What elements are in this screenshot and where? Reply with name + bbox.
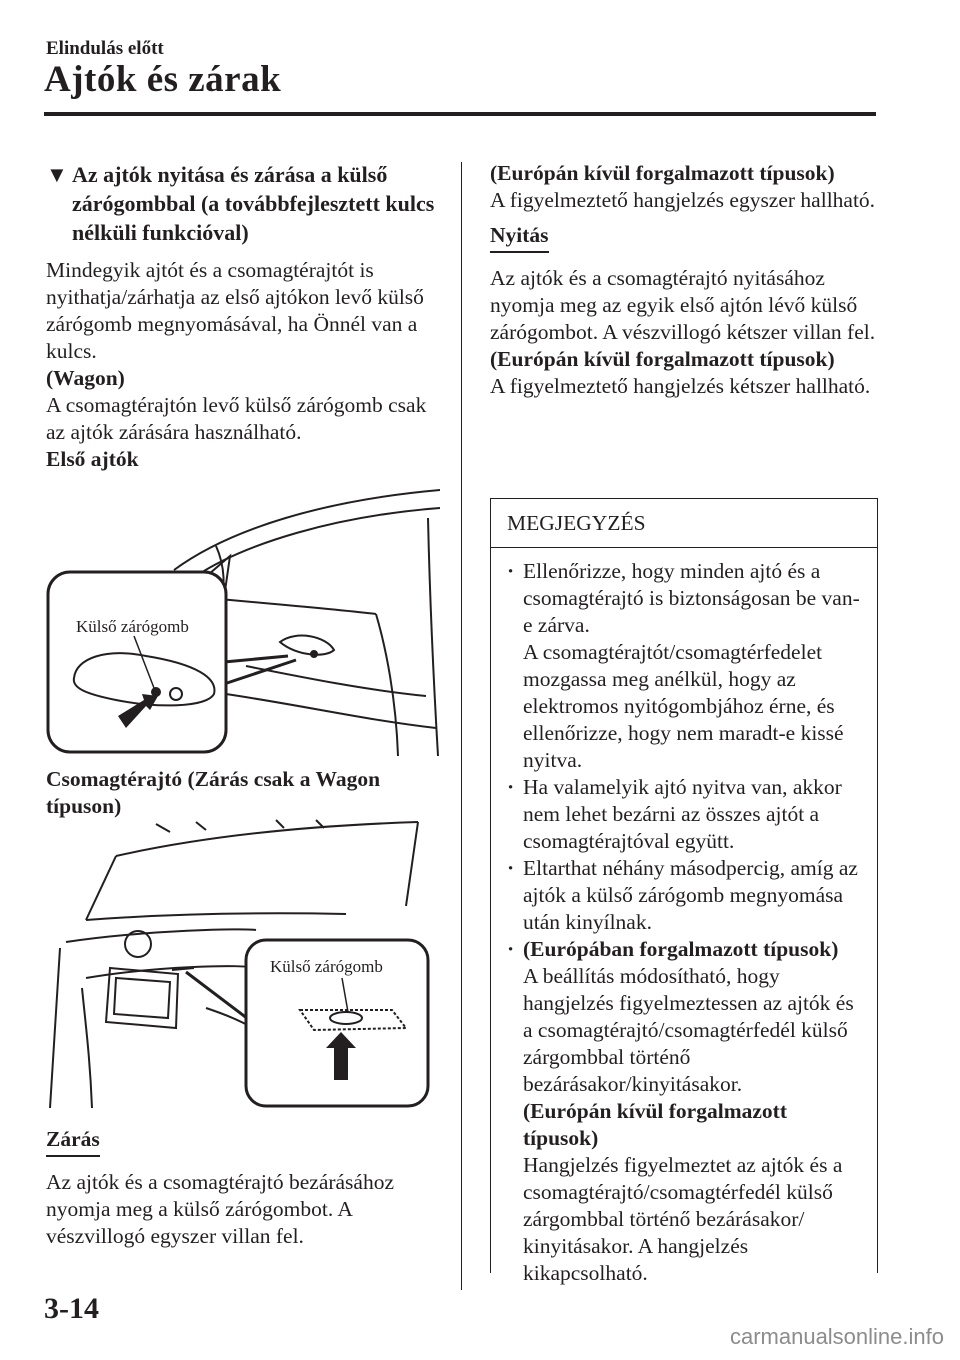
europe-label: · (Európában forgalmazott típusok)	[523, 937, 839, 961]
note-item-text: · Ha valamelyik ajtó nyitva van, akkor nem lehet bezárni az összes ajtót a csomagtérajtóval együtt.	[523, 775, 842, 853]
note-item	[507, 558, 865, 774]
section-title: Ajtók és zárak	[44, 59, 282, 100]
running-head: Elindulás előtt	[46, 38, 164, 59]
intro-paragraph: Mindegyik ajtót és a csomagtérajtót is nyithatja/zárhatja az első ajtókon levő külső zárógomb megnyomásával, ha Önnél van a kulcs.	[46, 258, 424, 363]
wagon-label: (Wagon)	[46, 366, 125, 390]
subsection-heading	[46, 160, 438, 247]
triangle-marker-icon: ▼	[46, 162, 68, 187]
liftgate-figure	[46, 818, 440, 1108]
column-divider	[461, 162, 462, 1290]
note-box	[490, 498, 878, 1285]
front-doors-label: Első ajtók	[46, 447, 139, 471]
liftgate-callout: Külső zárógomb	[270, 957, 383, 976]
liftgate-label-block	[46, 766, 438, 820]
title-rule	[44, 112, 876, 116]
outside-europe-label-1: (Európán kívül forgalmazott típusok)	[490, 161, 835, 185]
double-beep-paragraph: A figyelmeztető hangjelzés kétszer hallható.	[490, 374, 871, 398]
outside-europe-label-3: (Európán kívül forgalmazott típusok)	[523, 1099, 787, 1150]
note-item-text: · Ellenőrizze, hogy minden ajtó és a csomagtérajtó is biztonságosan be van-e zárva.	[523, 559, 860, 637]
right-column	[490, 160, 876, 400]
note-item	[507, 774, 865, 855]
single-beep-paragraph: A figyelmeztető hangjelzés egyszer hallható.	[490, 188, 876, 212]
watermark: carmanualsonline.info	[729, 1324, 944, 1349]
front-door-callout: Külső zárógomb	[76, 617, 189, 636]
unlocking-paragraph: Az ajtók és a csomagtérajtó nyitásához nyomja meg az egyik első ajtón lévő külső zárógombot. A vészvillogó kétszer villan fel.	[490, 266, 876, 344]
note-item	[507, 936, 865, 1287]
note-title: MEGJEGYZÉS	[491, 499, 877, 548]
left-column	[46, 160, 438, 473]
note-item-text: · Eltarthat néhány másodpercig, amíg az ajtók a külső zárógomb megnyomása után kinyílnak.	[523, 856, 858, 934]
liftgate-label: Csomagtérajtó (Zárás csak a Wagon típuson)	[46, 767, 381, 818]
page-number: 3-14	[44, 1292, 99, 1325]
subsection-heading-text: Az ajtók nyitása és zárása a külső zárógombbal (a továbbfejlesztett kulcs nélküli funkcióval)	[72, 162, 435, 245]
front-door-figure	[46, 488, 440, 756]
note-item-text: Hangjelzés figyelmeztet az ajtók és a csomagtérajtó/csomagtérfedél külső zárgombbal történő bezárásakor/ kinyitásakor. A hangjelzés kikapcsolható.	[523, 1153, 843, 1285]
note-list	[491, 548, 877, 1287]
wagon-paragraph: A csomagtérajtón levő külső zárógomb csak az ajtók zárására használható.	[46, 393, 427, 444]
note-item	[507, 855, 865, 936]
unlocking-heading: Nyitás	[490, 222, 549, 253]
locking-paragraph: Az ajtók és a csomagtérajtó bezárásához nyomja meg a külső zárógombot. A vészvillogó egyszer villan fel.	[46, 1170, 395, 1248]
note-item-text: A beállítás módosítható, hogy hangjelzés figyelmeztessen az ajtók és a csomagtérajtó/csomagtérfedél külső zárgombbal történő bezárásakor/kinyitásakor.	[523, 964, 854, 1096]
locking-heading: Zárás	[46, 1126, 100, 1157]
outside-europe-label-2: (Európán kívül forgalmazott típusok)	[490, 347, 835, 371]
note-item-text: A csomagtérajtót/csomagtérfedelet mozgassa meg anélkül, hogy az elektromos nyitógombjához érne, és ellenőrizze, hogy nem maradt-e kissé nyitva.	[523, 640, 844, 772]
locking-block	[46, 1118, 438, 1250]
